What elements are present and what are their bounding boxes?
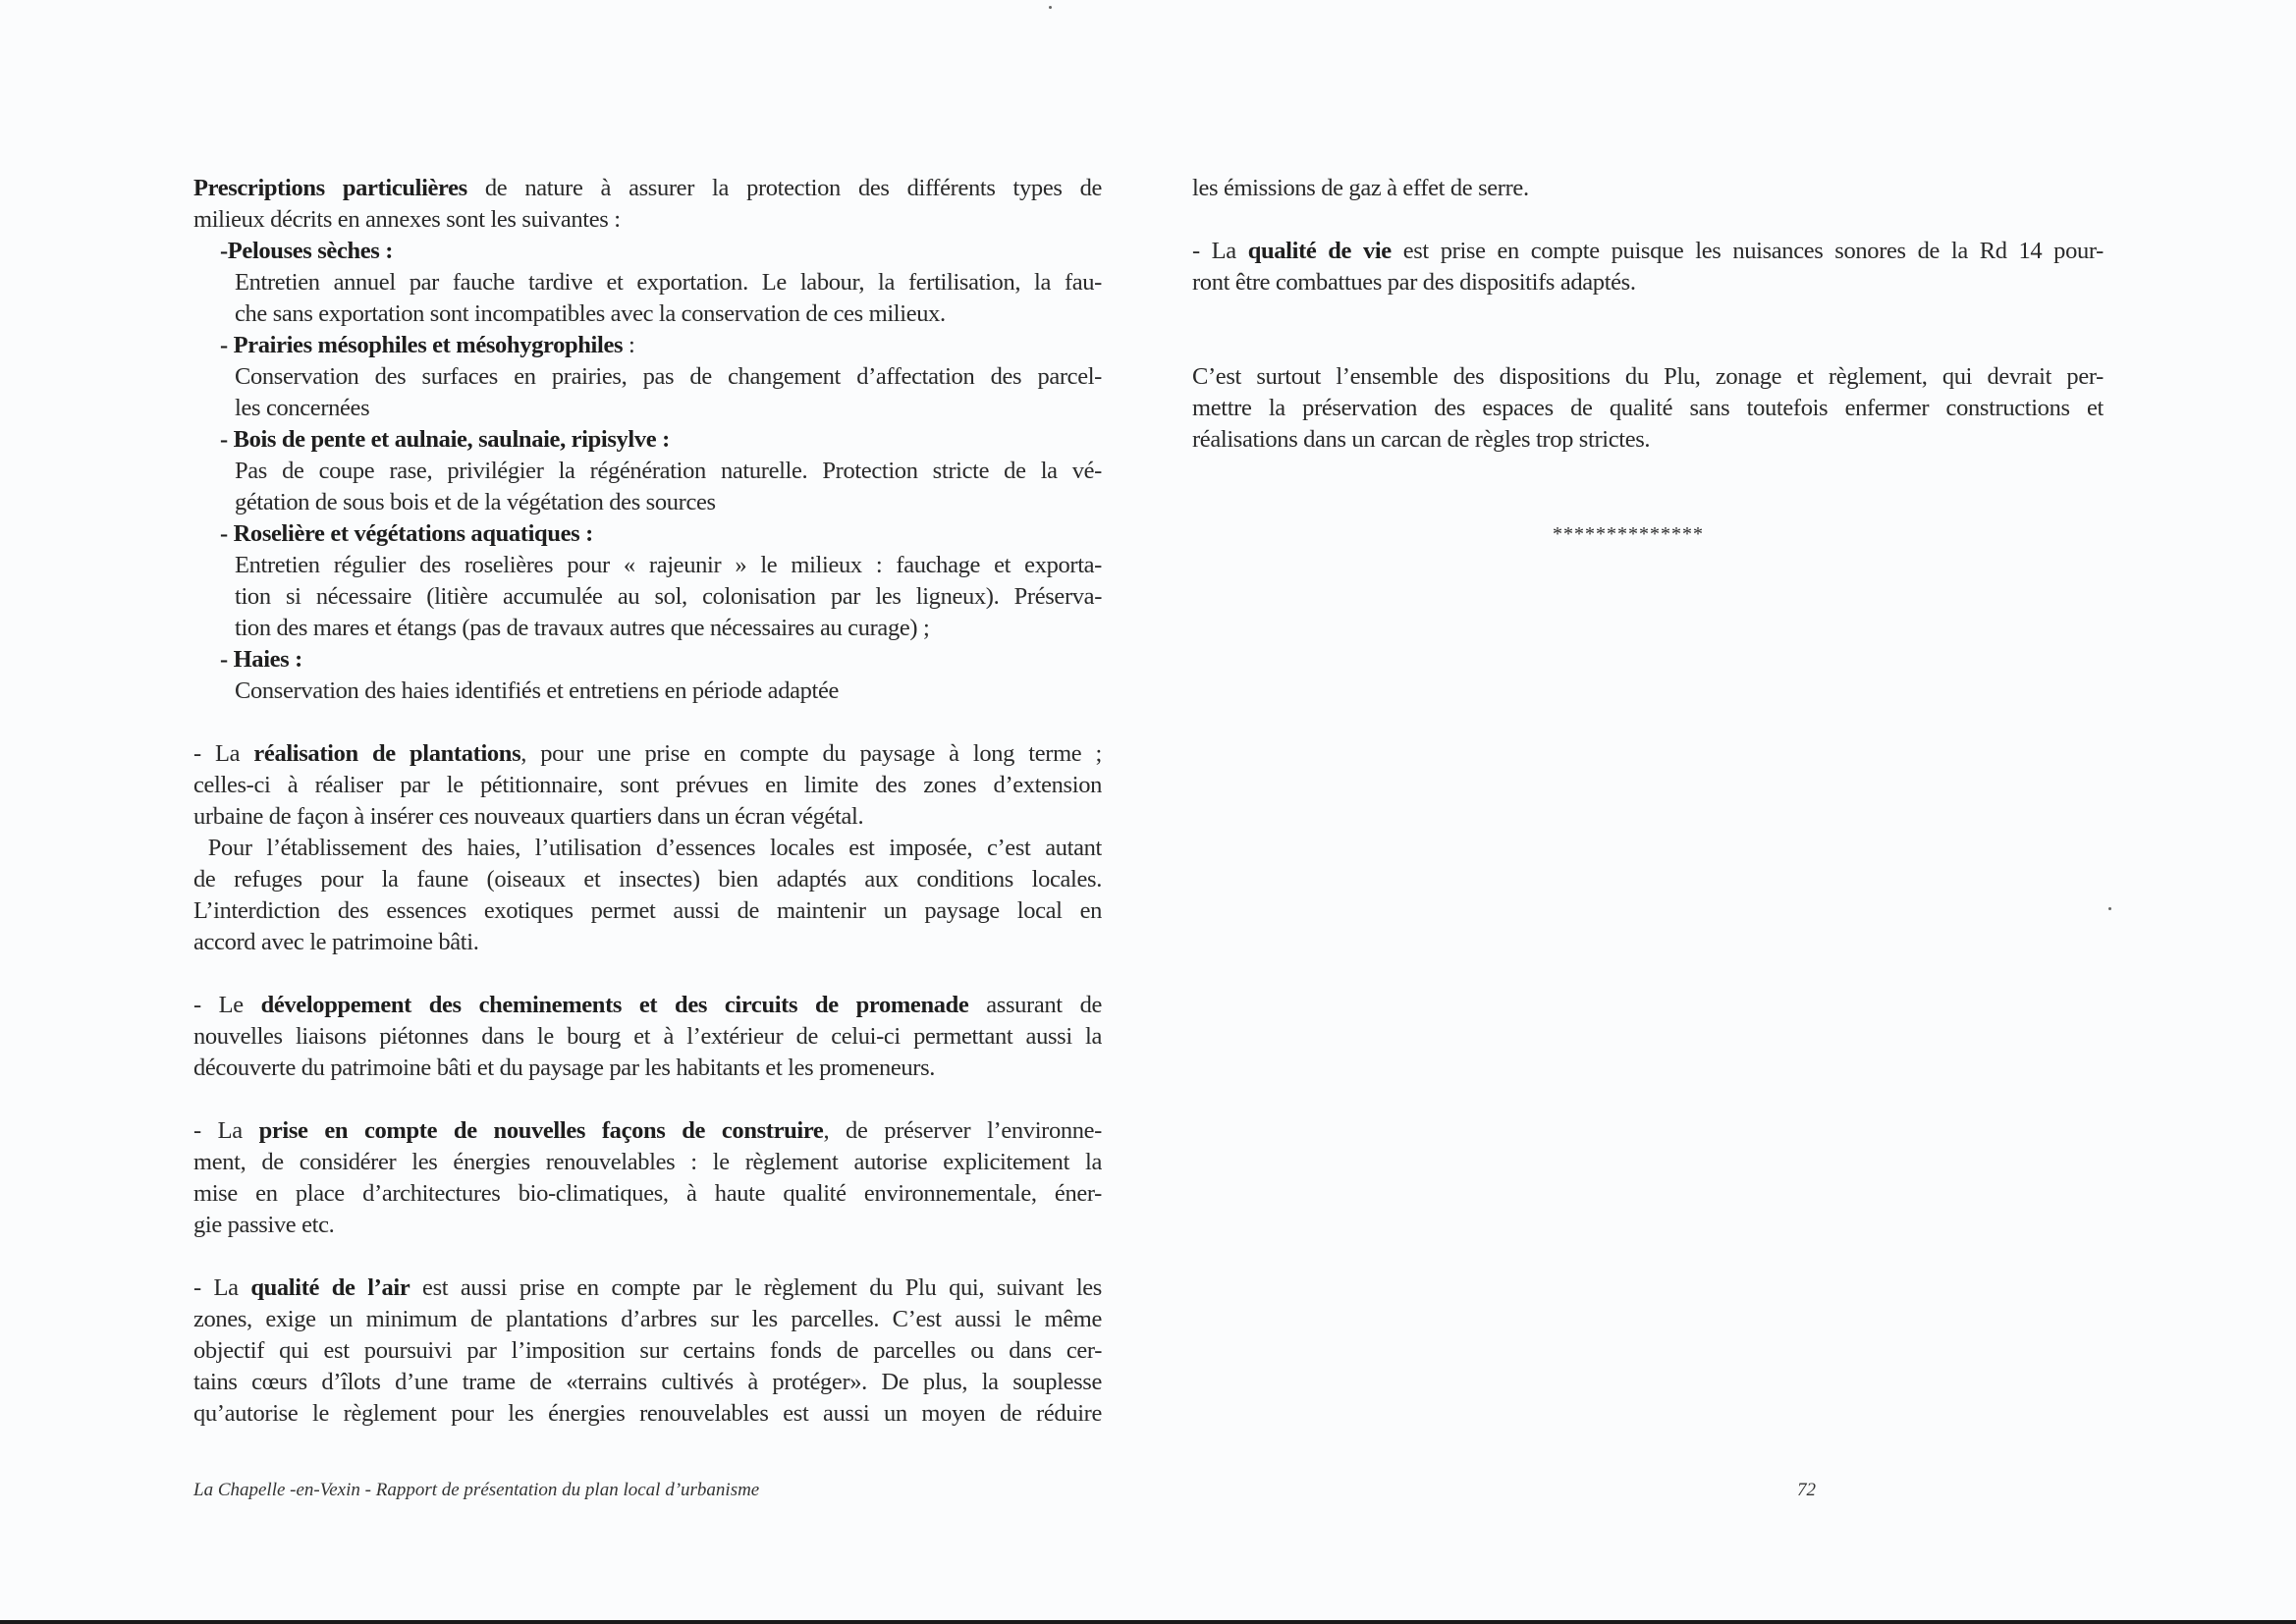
construire-line: ment, de considérer les énergies renouvelables : le règlement autorise explicitement la: [193, 1149, 1102, 1175]
plantations-line: de refuges pour la faune (oiseaux et insectes) bien adaptés aux conditions locales.: [193, 866, 1102, 893]
plantations-bold: réalisation de plantations: [253, 740, 521, 767]
milieu-heading-text: - Haies :: [220, 646, 302, 673]
milieu-line: les concernées: [235, 395, 370, 421]
vie-text: est prise en compte puisque les nuisances sonores de la Rd 14 pour-: [1391, 238, 2104, 264]
milieu-heading-tail: :: [623, 332, 635, 358]
air-line: qu’autorise le règlement pour les énergies renouvelables est aussi un moyen de réduire: [193, 1400, 1102, 1427]
plantations-prefix: - La: [193, 740, 254, 767]
footer-title: La Chapelle -en-Vexin - Rapport de présentation du plan local d’urbanisme: [193, 1480, 760, 1500]
paragraph-gap: [193, 1084, 1102, 1115]
milieu-line: Entretien régulier des roselières pour « rajeunir » le milieux : fauchage et exporta-: [235, 552, 1102, 578]
milieu-heading-text: - Bois de pente et aulnaie, saulnaie, ripisylve :: [220, 426, 670, 453]
plantations-line: urbaine de façon à insérer ces nouveaux quartiers dans un écran végétal.: [193, 803, 864, 830]
scan-speck: [2108, 907, 2111, 910]
plantations-line-1: [193, 738, 1102, 770]
cheminements-prefix: - Le: [193, 992, 261, 1018]
vie-line: ront être combattues par des dispositifs adaptés.: [1192, 269, 1636, 296]
milieu-heading: [193, 236, 1102, 267]
intro-line-2: milieux décrits en annexes sont les suivantes :: [193, 206, 621, 233]
scan-edge: [0, 1620, 2296, 1624]
milieu-heading-text: - Prairies mésophiles et mésohygrophiles: [220, 332, 624, 358]
construire-line: gie passive etc.: [193, 1212, 335, 1238]
vie-line-1: [1192, 236, 2104, 267]
plantations-line: L’interdiction des essences exotiques permet aussi de maintenir un paysage local en: [193, 897, 1102, 924]
milieu-line: Conservation des surfaces en prairies, pas de changement d’affectation des parcel-: [235, 363, 1102, 390]
air-line: tains cœurs d’îlots d’une trame de «terrains cultivés à protéger». De plus, la souplesse: [193, 1369, 1102, 1395]
milieu-heading-text: -Pelouses sèches :: [220, 238, 394, 264]
air-bold: qualité de l’air: [250, 1274, 410, 1301]
milieu-line: Conservation des haies identifiés et entretiens en période adaptée: [235, 677, 840, 704]
air-continuation: les émissions de gaz à effet de serre.: [1192, 175, 1529, 201]
page-number: 72: [1797, 1480, 1816, 1500]
air-line: zones, exige un minimum de plantations d’arbres sur les parcelles. C’est aussi le même: [193, 1306, 1102, 1332]
milieu-line: Pas de coupe rase, privilégier la régénération naturelle. Protection stricte de la vé-: [235, 458, 1102, 484]
plantations-text: , pour une prise en compte du paysage à long terme ;: [520, 740, 1102, 767]
air-prefix: - La: [193, 1274, 251, 1301]
milieu-heading: [193, 330, 1102, 361]
milieu-heading-text: - Roselière et végétations aquatiques :: [220, 520, 593, 547]
paragraph-gap: [193, 1241, 1102, 1272]
cheminements-line-1: [193, 990, 1102, 1021]
paragraph-gap: [1192, 456, 2104, 518]
milieu-heading: [193, 518, 1102, 550]
milieu-line: tion si nécessaire (litière accumulée au sol, colonisation par les ligneux). Préserva-: [235, 583, 1102, 610]
paragraph-gap: [1192, 204, 2104, 236]
conclusion-line: réalisations dans un carcan de règles trop strictes.: [1192, 426, 1651, 453]
intro-bold: Prescriptions particulières: [193, 175, 467, 201]
plantations-line: Pour l’établissement des haies, l’utilisation d’essences locales est imposée, c’est autant: [193, 835, 1102, 861]
scan-speck: [1049, 6, 1052, 9]
construire-prefix: - La: [193, 1117, 259, 1144]
right-column: [1192, 173, 2104, 550]
paragraph-gap: [193, 707, 1102, 738]
milieu-heading: [193, 644, 1102, 676]
milieu-heading: [193, 424, 1102, 456]
separator-stars: **************: [1553, 523, 1704, 545]
intro-text: de nature à assurer la protection des différents types de: [466, 175, 1102, 201]
plantations-line: celles-ci à réaliser par le pétitionnaire, sont prévues en limite des zones d’extension: [193, 772, 1102, 798]
cheminements-bold: développement des cheminements et des circuits de promenade: [260, 992, 969, 1018]
intro-line-1: [193, 173, 1102, 204]
milieu-line: che sans exportation sont incompatibles avec la conservation de ces milieux.: [235, 300, 946, 327]
construire-line: mise en place d’architectures bio-climatiques, à haute qualité environnementale, éner-: [193, 1180, 1102, 1207]
construire-text: , de préserver l’environne-: [823, 1117, 1102, 1144]
vie-prefix: - La: [1192, 238, 1248, 264]
air-line-1: [193, 1272, 1102, 1304]
vie-bold: qualité de vie: [1247, 238, 1392, 264]
paragraph-gap: [193, 958, 1102, 990]
air-line: objectif qui est poursuivi par l’imposition sur certains fonds de parcelles ou dans cer-: [193, 1337, 1102, 1364]
conclusion-line: C’est surtout l’ensemble des dispositions du Plu, zonage et règlement, qui devrait per-: [1192, 363, 2104, 390]
milieu-line: gétation de sous bois et de la végétation des sources: [235, 489, 716, 515]
cheminements-line: découverte du patrimoine bâti et du paysage par les habitants et les promeneurs.: [193, 1055, 936, 1081]
left-column: [193, 173, 1102, 1430]
construire-bold: prise en compte de nouvelles façons de construire: [258, 1117, 824, 1144]
plantations-line: accord avec le patrimoine bâti.: [193, 929, 479, 955]
paragraph-gap: [1192, 298, 2104, 361]
milieu-line: Entretien annuel par fauche tardive et exportation. Le labour, la fertilisation, la fau-: [235, 269, 1102, 296]
cheminements-text: assurant de: [968, 992, 1102, 1018]
milieu-line: tion des mares et étangs (pas de travaux autres que nécessaires au curage) ;: [235, 615, 930, 641]
construire-line-1: [193, 1115, 1102, 1147]
cheminements-line: nouvelles liaisons piétonnes dans le bourg et à l’extérieur de celui-ci permettant aussi la: [193, 1023, 1102, 1050]
conclusion-line: mettre la préservation des espaces de qualité sans toutefois enfermer constructions et: [1192, 395, 2104, 421]
air-text: est aussi prise en compte par le règlement du Plu qui, suivant les: [410, 1274, 1102, 1301]
